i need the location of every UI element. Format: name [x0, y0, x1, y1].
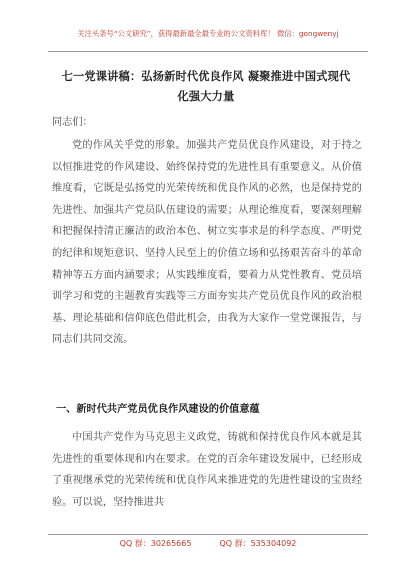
- section-heading: 一、新时代共产党员优良作风建设的价值意蕴: [56, 404, 260, 415]
- footer: [48, 534, 368, 550]
- document-title: 七一党课讲稿：弘扬新时代优良作风 凝聚推进中国式现代化强大力量: [61, 70, 351, 103]
- salutation: 同志们：: [52, 117, 93, 128]
- body-paragraph: 党的作风关乎党的形象。加强共产党员优良作风建设，对于持之以恒推进党的作风建设、始终保持党的先进性具有重要意义。从价值维度看，它既是弘扬党的光荣传统和优良作风的必然，也是保持党的先进性、加强共产党员队伍建设的需要；从理论维度看，要深刻理解和把握保持清正廉洁的政治本色、树立实事求是的科学态度、严明党的纪律和规矩意识、坚持人民至上的价值立场和弘扬艰苦奋斗的革命精神等五方面内涵要求；从实践维度看，要着力从党性教育、党员培训学习和党的主题教育实践等三方面夯实共产党员优良作风的政治根基、理论基础和信仰底色借此机会，由我为大家作一堂党课报告，与同志们共同交流。: [52, 140, 362, 346]
- header-banner: 关注头条号“公文研究”，获得最新最全最专业的公文资料库！ 微信：gongwenyj: [48, 27, 368, 52]
- footer-qq-group-1: QQ 群：30265665: [119, 539, 192, 548]
- body-paragraph: 中国共产党作为马克思主义政党，铸就和保持优良作风本就是其先进性的重要体现和内在要求。在党的百余年建设发展中，已经形成了重视继承党的光荣传统和优良作风来推进党的先进性建设的宝贵经验。可以说，坚持推进共: [52, 432, 362, 508]
- footer-qq-group-2: QQ 群：535304092: [219, 539, 297, 548]
